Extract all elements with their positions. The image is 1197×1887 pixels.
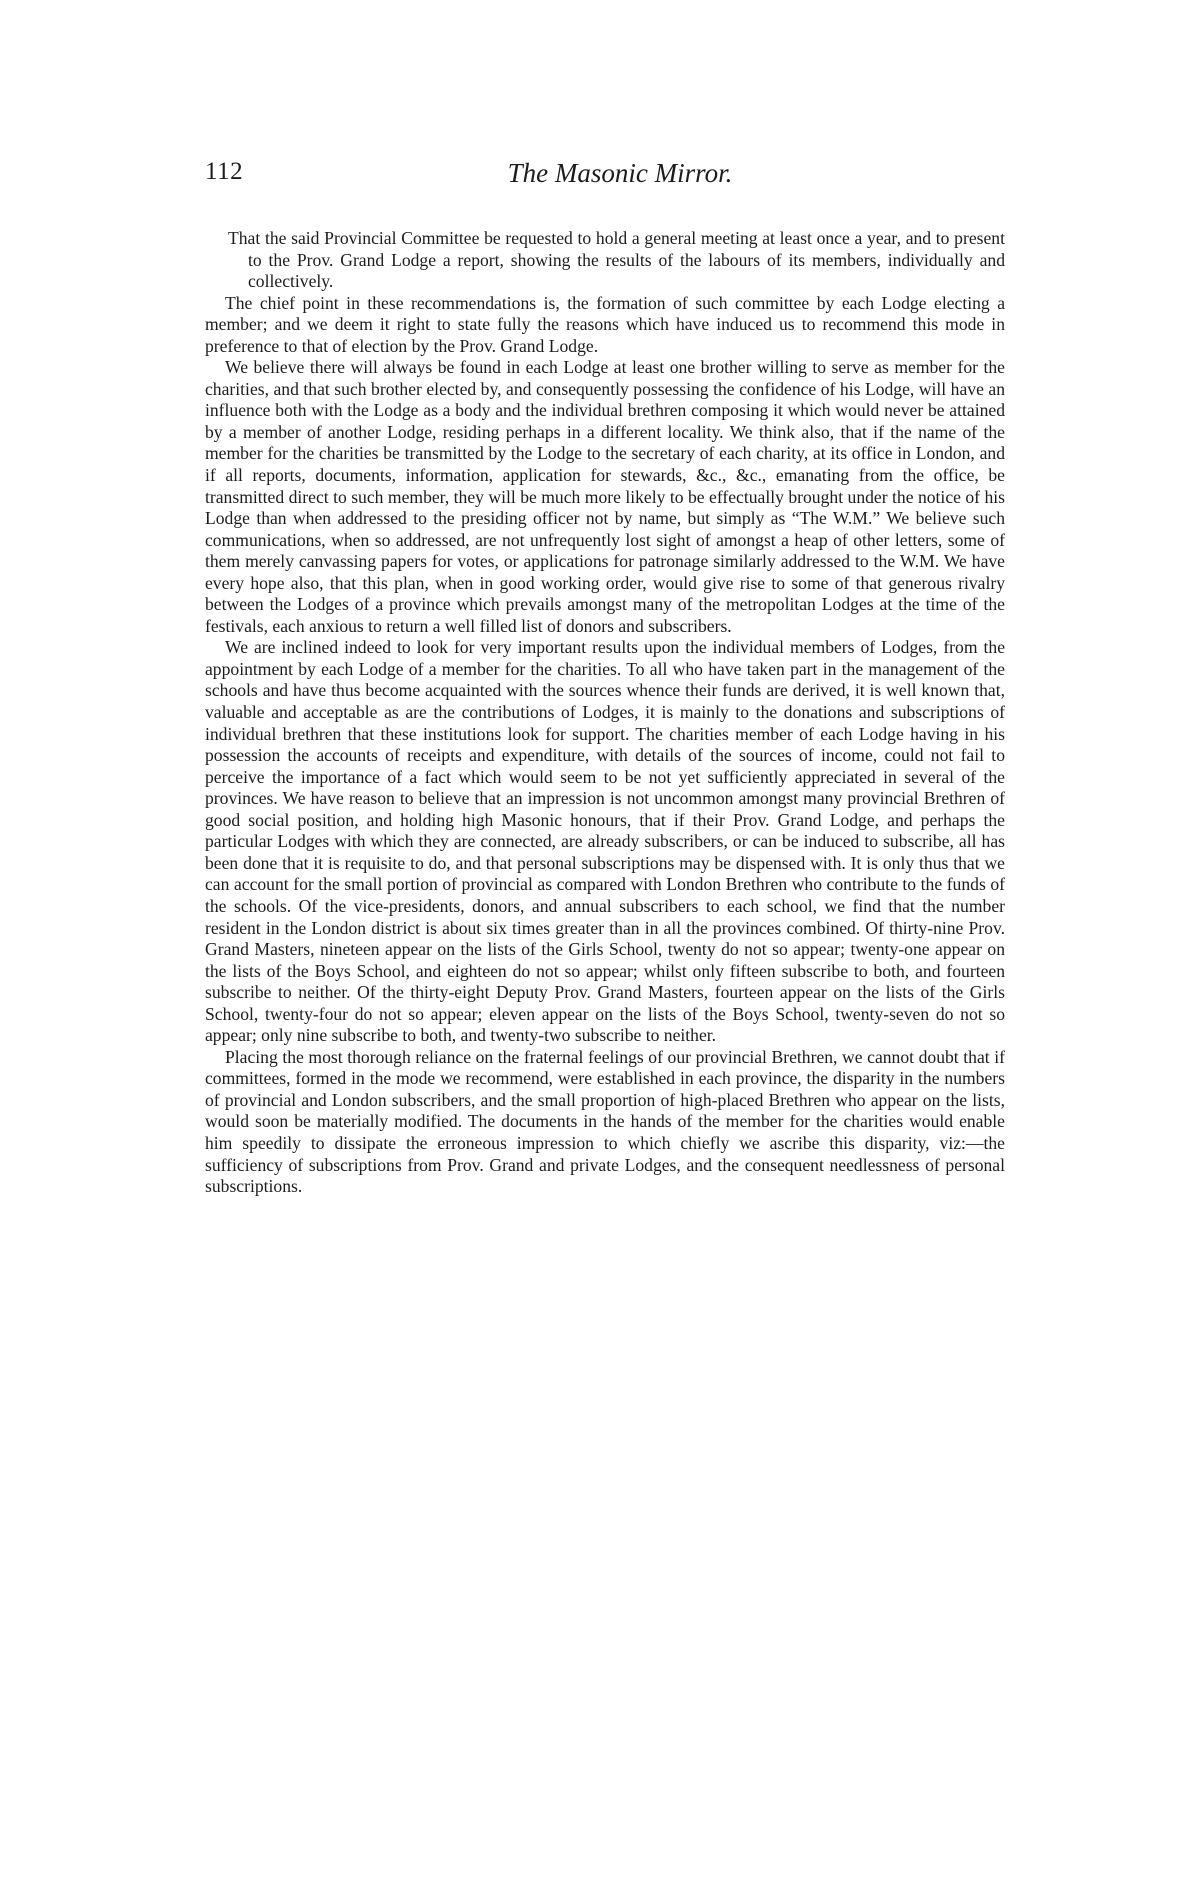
paragraph-chief-point: The chief point in these recommendations is, the formation of such committee by each Lodge electing a member; and we deem it right to state fully the reasons which have induced us to recommend this mode in preference to that of election by the Prov. Grand Lodge. <box>205 292 1005 356</box>
paragraph-important-results: We are inclined indeed to look for very important results upon the individual members of Lodges, from the appointment by each Lodge of a member for the charities. To all who have taken part in the management of the schools and have thus become acquainted with the sources whence their funds are derived, it is well known that, valuable and acceptable as are the contributions of Lodges, it is mainly to the donations and subscriptions of individual brethren that these institutions look for support. The charities member of each Lodge having in his possession the accounts of receipts and expenditure, with details of the sources of income, could not fail to perceive the importance of a fact which would seem to be not yet sufficiently appreciated in several of the provinces. We have reason to believe that an impression is not uncommon amongst many provincial Brethren of good social position, and holding high Masonic honours, that if their Prov. Grand Lodge, and perhaps the particular Lodges with which they are connected, are already subscribers, or can be induced to subscribe, all has been done that it is requisite to do, and that personal subscriptions may be dispensed with. It is only thus that we can account for the small portion of provincial as compared with London Brethren who contribute to the funds of the schools. Of the vice-presidents, donors, and annual subscribers to each school, we find that the number resident in the London district is about six times greater than in all the provinces combined. Of thirty-nine Prov. Grand Masters, nineteen appear on the lists of the Girls School, twenty do not so appear; twenty-one appear on the lists of the Boys School, and eighteen do not so appear; whilst only fifteen subscribe to both, and fourteen subscribe to neither. Of the thirty-eight Deputy Prov. Grand Masters, fourteen appear on the lists of the Girls School, twenty-four do not so appear; eleven appear on the lists of the Boys School, twenty-seven do not so appear; only nine subscribe to both, and twenty-two subscribe to neither. <box>205 637 1005 1046</box>
running-title: The Masonic Mirror. <box>507 158 733 188</box>
page-number: 112 <box>205 158 244 185</box>
paragraph-fraternal-reliance: Placing the most thorough reliance on the fraternal feelings of our provincial Brethren, we cannot doubt that if committees, formed in the mode we recommend, were established in each province, the disparity in the numbers of provincial and London subscribers, and the small proportion of high-placed Brethren who appear on the lists, would soon be materially modified. The documents in the hands of the member for the charities would enable him speedily to dissipate the erroneous impression to which chiefly we ascribe this disparity, viz:—the sufficiency of subscriptions from Prov. Grand and private Lodges, and the consequent needlessness of personal subscriptions. <box>205 1046 1005 1197</box>
article-body <box>205 228 1005 1198</box>
page-header <box>205 158 1005 198</box>
paragraph-lodge-member: We believe there will always be found in each Lodge at least one brother willing to serve as member for the charities, and that such brother elected by, and consequently possessing the confidence of his Lodge, will have an influence both with the Lodge as a body and the individual brethren composing it which would never be attained by a member of another Lodge, residing perhaps in a different locality. We think also, that if the name of the member for the charities be transmitted by the Lodge to the secretary of each charity, at its office in London, and if all reports, documents, information, application for stewards, &c., &c., emanating from the office, be transmitted direct to such member, they will be much more likely to be effectually brought under the notice of his Lodge than when addressed to the presiding officer not by name, but simply as “The W.M.” We believe such communications, when so addressed, are not unfrequently lost sight of amongst a heap of other letters, some of them merely canvassing papers for votes, or applications for patronage similarly addressed to the W.M. We have every hope also, that this plan, when in good working order, would give rise to some of that generous rivalry between the Lodges of a province which prevails amongst many of the metropolitan Lodges at the time of the festivals, each anxious to return a well filled list of donors and subscribers. <box>205 357 1005 636</box>
resolution-clause: That the said Provincial Committee be requested to hold a general meeting at least once a year, and to present to the Prov. Grand Lodge a report, showing the results of the labours of its members, individually and collectively. <box>228 228 1005 292</box>
